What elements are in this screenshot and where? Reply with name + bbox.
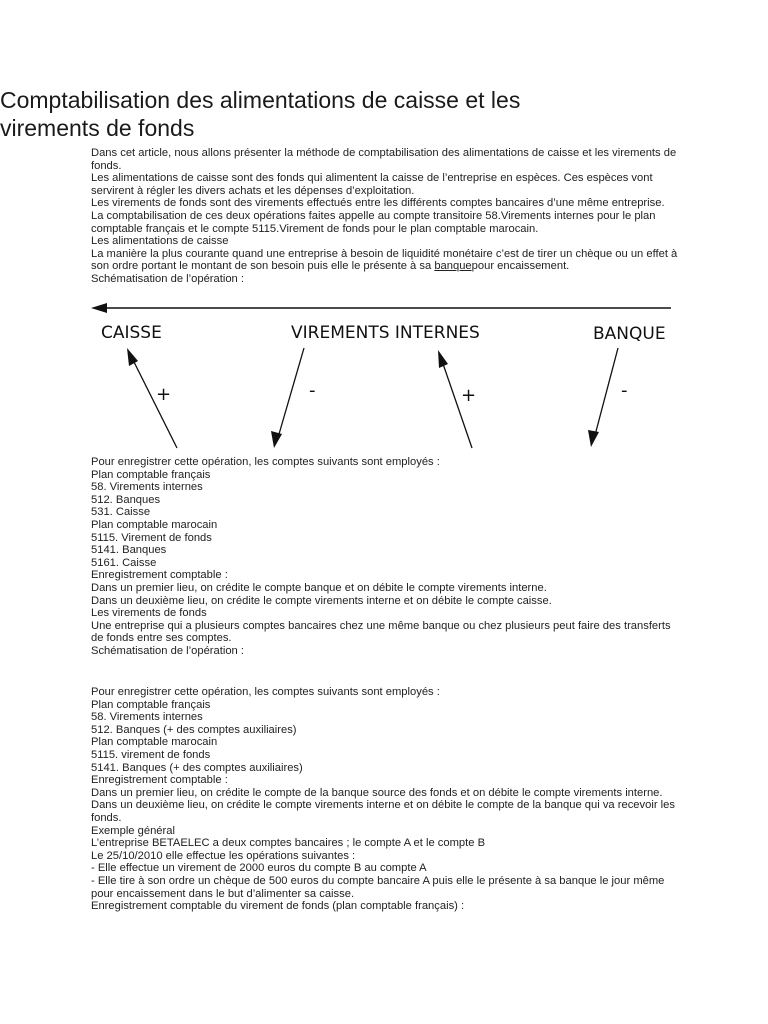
arrow-down-virements — [277, 348, 304, 441]
intro-paragraph: La comptabilisation de ces deux opérations faites appelle au compte transitoire 58.Virements internes pour le plan comptable français et le compte 5115.Virement de fonds pour le plan comptable marocain. — [91, 209, 656, 235]
text-line: Une entreprise qui a plusieurs comptes bancaires chez une même banque ou chez plusieurs peut faire des transferts de fonds entre ses comptes. — [91, 619, 671, 645]
intro-paragraph: Les virements de fonds sont des virements effectués entre les différents comptes bancaires d’une même entreprise. — [91, 197, 665, 210]
text-line: Le 25/10/2010 elle effectue les opérations suivantes : — [91, 849, 356, 862]
text-line: Enregistrement comptable : — [91, 569, 228, 582]
text-line: Plan comptable marocain — [91, 736, 218, 749]
text-line: Pour enregistrer cette opération, les comptes suivants sont employés : — [91, 456, 440, 468]
page-title: Comptabilisation des alimentations de caisse et les virements de fonds — [0, 87, 521, 141]
schema-diagram — [91, 298, 681, 458]
left-arrowhead-icon — [91, 303, 107, 313]
text-line: 5115. Virement de fonds — [91, 531, 212, 544]
text-line: - Elle tire à son ordre un chèque de 500 euros du compte bancaire A puis elle le présente à sa banque le jour même pour encaissement dans le but d’alimenter sa caisse. — [91, 874, 665, 900]
schema-caption: Schématisation de l’opération : — [91, 272, 244, 285]
text-line: Pour enregistrer cette opération, les comptes suivants sont employés : — [91, 686, 440, 698]
text-line: 531. Caisse — [91, 506, 151, 519]
text-line: Dans un deuxième lieu, on crédite le compte virements interne et on débite le compte de la banque qui va recevoir les fonds. — [91, 799, 675, 824]
arrowhead-up-icon — [438, 350, 448, 368]
text-line: 5115. virement de fonds — [91, 748, 211, 761]
minus-sign: - — [309, 380, 316, 401]
section-heading: Les alimentations de caisse — [91, 235, 229, 248]
text-line: Dans un deuxième lieu, on crédite le compte virements interne et on débite le compte caisse. — [91, 594, 552, 607]
caisse-label: CAISSE — [101, 323, 162, 343]
text-line: Enregistrement comptable : — [91, 774, 228, 787]
banque-label: BANQUE — [593, 324, 666, 344]
arrowhead-down-icon — [271, 431, 282, 448]
text-line: Schématisation de l’opération : — [91, 644, 244, 657]
text-line: 5161. Caisse — [91, 556, 157, 569]
intro-paragraph: Dans cet article, nous allons présenter la méthode de comptabilisation des alimentations de caisse et les virements de fonds. — [91, 147, 677, 172]
text-line: Enregistrement comptable du virement de fonds (plan comptable français) : — [91, 900, 465, 913]
text-line: 58. Virements internes — [91, 711, 203, 724]
plus-sign: + — [156, 384, 172, 405]
arrowhead-down-icon — [588, 430, 599, 447]
minus-sign: - — [621, 380, 628, 401]
virements-label: VIREMENTS INTERNES — [291, 323, 480, 343]
text-line: 512. Banques — [91, 493, 161, 506]
text-line: 512. Banques (+ des comptes auxiliaires) — [91, 723, 297, 736]
text-line: Exemple général — [91, 824, 175, 837]
intro-paragraph: Les alimentations de caisse sont des fonds qui alimentent la caisse de l’entreprise en espèces. Ces espèces vont servirent à régler les divers achats et les dépenses d’exploitation. — [91, 172, 653, 197]
text-span: La manière la plus courante quand une entreprise à besoin de liquidité monétaire c’est de tirer un chèque ou un effet à son ordre portant le montant de son besoin puis elle le présente à sa — [91, 247, 678, 273]
intro-paragraph — [91, 248, 681, 273]
intro-text — [91, 147, 681, 286]
plus-sign: + — [461, 385, 477, 406]
text-line: L’entreprise BETAELEC a deux comptes bancaires ; le compte A et le compte B — [91, 837, 486, 850]
text-line: Plan comptable français — [91, 698, 211, 711]
banque-link[interactable]: banque — [434, 260, 472, 273]
text-span: pour encaissement. — [471, 260, 570, 273]
text-line: 5141. Banques — [91, 544, 167, 557]
schema-svg — [91, 298, 681, 458]
text-line: Les virements de fonds — [91, 607, 207, 620]
section1-text — [91, 456, 681, 658]
text-line: Dans un premier lieu, on crédite le compte de la banque source des fonds et on débite le compte virements interne. — [91, 786, 663, 799]
arrow-down-banque — [594, 348, 618, 439]
text-line: - Elle effectue un virement de 2000 euros du compte B au compte A — [91, 862, 427, 875]
text-line: Dans un premier lieu, on crédite le compte banque et on débite le compte virements interne. — [91, 581, 547, 594]
text-line: Plan comptable français — [91, 468, 211, 481]
arrowhead-up-icon — [127, 348, 138, 366]
text-line: 58. Virements internes — [91, 481, 203, 494]
text-line: Plan comptable marocain — [91, 518, 218, 531]
section2-text — [91, 686, 681, 913]
text-line: 5141. Banques (+ des comptes auxiliaires) — [91, 761, 303, 774]
